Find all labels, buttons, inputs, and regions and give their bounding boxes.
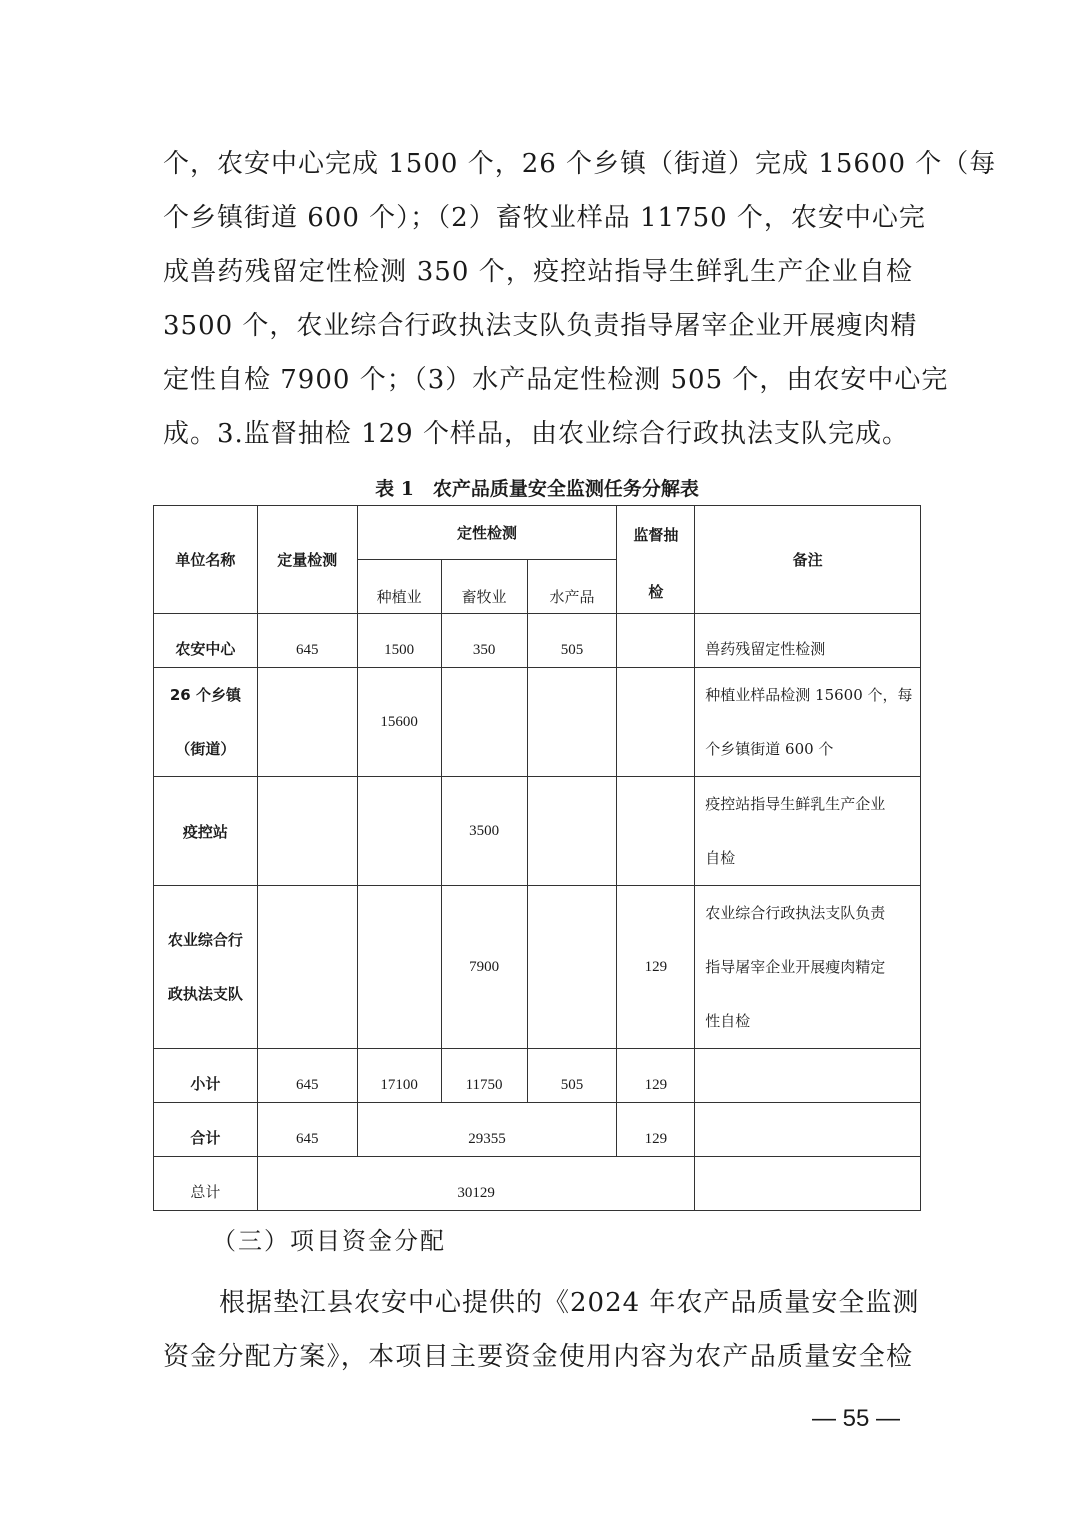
unit-line: 农业综合行 — [167, 931, 243, 949]
total-supervision: 129 — [617, 1103, 695, 1157]
grand-total-label: 总计 — [154, 1157, 258, 1211]
text-line: 个，农安中心完成 1500 个，26 个乡镇（街道）完成 15600 个（每 — [163, 149, 997, 179]
header-supervision — [617, 506, 695, 614]
task-breakdown-table — [153, 505, 921, 1211]
page-number: — 55 — — [812, 1405, 901, 1432]
body-paragraph-2 — [163, 1276, 920, 1384]
subtotal-supervision: 129 — [617, 1049, 695, 1103]
subtotal-livestock: 11750 — [441, 1049, 527, 1103]
table-row — [154, 886, 921, 1049]
subtotal-row — [154, 1049, 921, 1103]
subtotal-label: 小计 — [154, 1049, 258, 1103]
supervision-cell — [617, 777, 695, 886]
remarks-cell — [695, 668, 921, 777]
planting-cell — [357, 886, 441, 1049]
remarks-line: 个乡镇街道 600 个 — [705, 740, 834, 758]
total-quantitative: 645 — [257, 1103, 357, 1157]
header-row — [154, 506, 921, 560]
remarks-line: 指导屠宰企业开展瘦肉精定 — [705, 958, 886, 976]
unit-line: 26 个乡镇 — [169, 686, 241, 704]
header-unit: 单位名称 — [154, 506, 258, 614]
remarks-line: 性自检 — [705, 1012, 751, 1030]
text-line: 个乡镇街道 600 个）；（2）畜牧业样品 11750 个，农安中心完 — [163, 203, 926, 233]
text-line: 成。3.监督抽检 129 个样品，由农业综合行政执法支队完成。 — [163, 419, 909, 449]
text-line: 资金分配方案》，本项目主要资金使用内容为农产品质量安全检 — [163, 1342, 913, 1372]
table-row — [154, 668, 921, 777]
supervision-cell — [617, 614, 695, 668]
text-line: 根据垫江县农安中心提供的《2024 年农产品质量安全监测 — [219, 1288, 920, 1318]
quantitative-cell — [257, 668, 357, 777]
aquatic-cell: 505 — [527, 614, 617, 668]
livestock-cell: 3500 — [441, 777, 527, 886]
total-label: 合计 — [154, 1103, 258, 1157]
remarks-line: 种植业样品检测 15600 个，每 — [705, 686, 913, 704]
aquatic-cell — [527, 777, 617, 886]
planting-cell: 1500 — [357, 614, 441, 668]
aquatic-cell — [527, 668, 617, 777]
header-aquatic: 水产品 — [527, 560, 617, 614]
subtotal-aquatic: 505 — [527, 1049, 617, 1103]
livestock-cell: 7900 — [441, 886, 527, 1049]
header-qualitative: 定性检测 — [357, 506, 617, 560]
table-row — [154, 614, 921, 668]
body-paragraph-1 — [163, 137, 997, 461]
supervision-cell: 129 — [617, 886, 695, 1049]
unit-cell: 疫控站 — [154, 777, 258, 886]
total-qualitative: 29355 — [357, 1103, 617, 1157]
subtotal-planting: 17100 — [357, 1049, 441, 1103]
planting-cell — [357, 777, 441, 886]
header-planting: 种植业 — [357, 560, 441, 614]
header-quantitative: 定量检测 — [257, 506, 357, 614]
table-caption: 表 1 农产品质量安全监测任务分解表 — [375, 478, 699, 500]
aquatic-cell — [527, 886, 617, 1049]
remarks-cell: 兽药残留定性检测 — [695, 614, 921, 668]
remarks-cell — [695, 886, 921, 1049]
grand-total-remarks — [695, 1157, 921, 1211]
text-line: 定性自检 7900 个；（3）水产品定性检测 505 个，由农安中心完 — [163, 365, 949, 395]
quantitative-cell — [257, 777, 357, 886]
supervision-cell — [617, 668, 695, 777]
text-line: 成兽药残留定性检测 350 个，疫控站指导生鲜乳生产企业自检 — [163, 257, 913, 287]
remarks-line: 疫控站指导生鲜乳生产企业 — [705, 795, 886, 813]
grand-total-value: 30129 — [257, 1157, 694, 1211]
unit-cell — [154, 668, 258, 777]
planting-cell: 15600 — [357, 668, 441, 777]
unit-cell: 农安中心 — [154, 614, 258, 668]
table-row — [154, 777, 921, 886]
remarks-line: 自检 — [705, 849, 736, 867]
grand-total-row — [154, 1157, 921, 1211]
livestock-cell — [441, 668, 527, 777]
header-supervision-line2: 检 — [648, 582, 664, 601]
header-supervision-line1: 监督抽 — [633, 525, 679, 544]
livestock-cell: 350 — [441, 614, 527, 668]
subtotal-quantitative: 645 — [257, 1049, 357, 1103]
text-line: 3500 个，农业综合行政执法支队负责指导屠宰企业开展瘦肉精 — [163, 311, 918, 341]
remarks-cell — [695, 777, 921, 886]
subtotal-remarks — [695, 1049, 921, 1103]
total-row — [154, 1103, 921, 1157]
unit-line: （街道） — [175, 740, 236, 758]
unit-line: 政执法支队 — [167, 985, 243, 1003]
section-heading: （三）项目资金分配 — [212, 1227, 446, 1255]
quantitative-cell: 645 — [257, 614, 357, 668]
remarks-line: 农业综合行政执法支队负责 — [705, 904, 886, 922]
header-remarks: 备注 — [695, 506, 921, 614]
unit-cell — [154, 886, 258, 1049]
header-livestock: 畜牧业 — [441, 560, 527, 614]
total-remarks — [695, 1103, 921, 1157]
quantitative-cell — [257, 886, 357, 1049]
